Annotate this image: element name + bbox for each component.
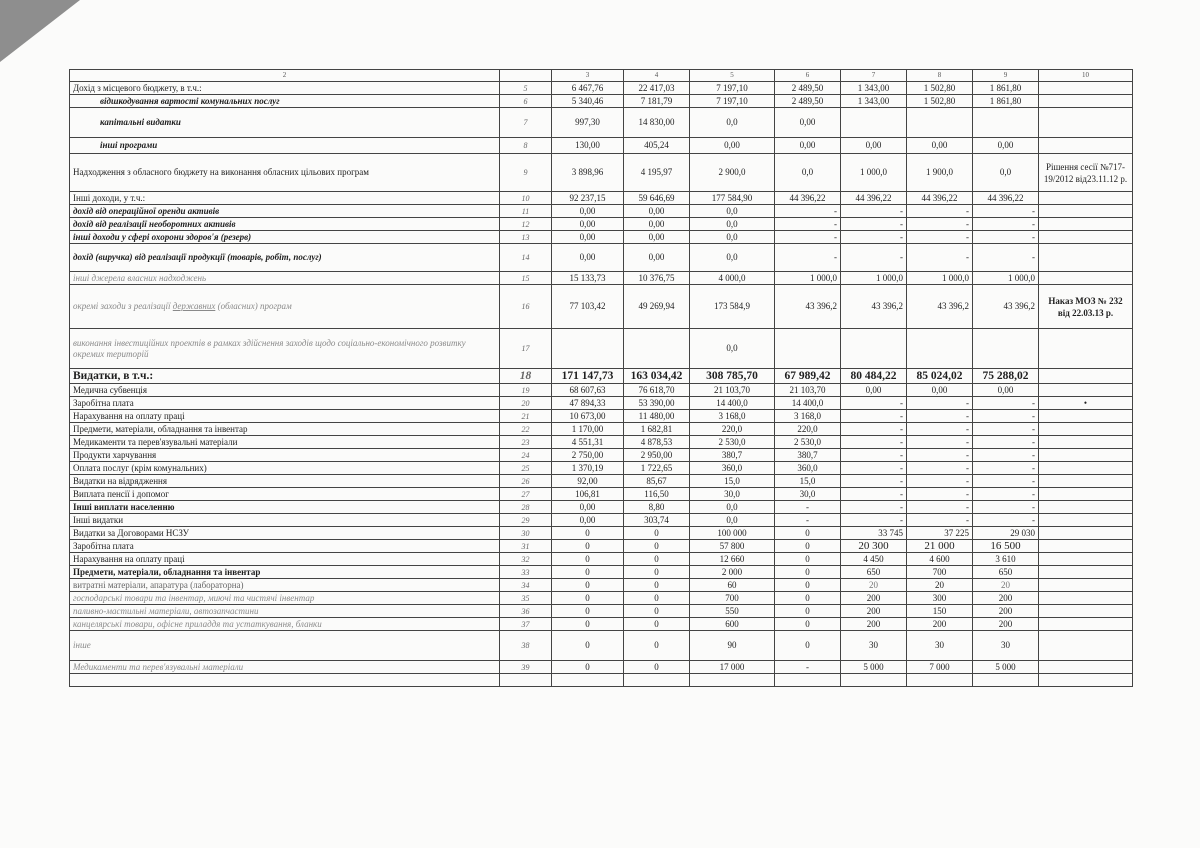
table-row: канцелярські товари, офісне приладдя та устаткування, бланки 37 0 0 600 0 200 200 200 xyxy=(70,618,1133,631)
table-row: виконання інвестиційних проектів в рамках здійснення заходів щодо соціально-економічного розвитку окремих територій 17 0,0 xyxy=(70,329,1133,369)
table-row: інші доходи у сфері охорони здоров'я (резерв) 13 0,00 0,00 0,0 - - - - xyxy=(70,231,1133,244)
col-num-3: 3 xyxy=(552,70,624,82)
table-row: Надходження з обласного бюджету на виконання обласних цільових програм 9 3 898,96 4 195,97 2 900,0 0,0 1 000,0 1 900,0 0,0 Рішення сесії №717-19/2012 від23.11.12 р. xyxy=(70,154,1133,192)
row-label: Видатки на відрядження xyxy=(70,475,500,488)
row-label: дохід від реалізації необоротних активів xyxy=(70,218,500,231)
col-num-4: 4 xyxy=(624,70,690,82)
row-label: Нарахування на оплату праці xyxy=(70,410,500,423)
row-label: капітальні видатки xyxy=(70,108,500,138)
row-label: Інші доходи, у т.ч.: xyxy=(70,192,500,205)
col-num-9: 9 xyxy=(973,70,1039,82)
row-note: Наказ МОЗ № 232 від 22.03.13 р. xyxy=(1039,285,1133,329)
table-row: Предмети, матеріали, обладнання та інвентар 22 1 170,00 1 682,81 220,0 220,0 - - - xyxy=(70,423,1133,436)
table-row: Видатки на відрядження 26 92,00 85,67 15,0 15,0 - - - xyxy=(70,475,1133,488)
table-row: інші програми 8 130,00 405,24 0,00 0,00 0,00 0,00 0,00 xyxy=(70,138,1133,154)
row-label: Нарахування на оплату праці xyxy=(70,553,500,566)
table-row: дохід (виручка) від реалізації продукції (товарів, робіт, послуг) 14 0,00 0,00 0,0 - - - - xyxy=(70,244,1133,272)
column-number-row xyxy=(70,70,1133,82)
table-row: дохід від операційної оренди активів 11 0,00 0,00 0,0 - - - - xyxy=(70,205,1133,218)
table-row: дохід від реалізації необоротних активів 12 0,00 0,00 0,0 - - - - xyxy=(70,218,1133,231)
col-num-1: 2 xyxy=(70,70,500,82)
row-label: Інші виплати населенню xyxy=(70,501,500,514)
col-num-10: 10 xyxy=(1039,70,1133,82)
table-row: Виплата пенсії і допомог 27 106,81 116,50 30,0 30,0 - - - xyxy=(70,488,1133,501)
row-label: інші джерела власних надходжень xyxy=(70,272,500,285)
row-label: господарські товари та інвентар, миючі та чистячі інвентар xyxy=(70,592,500,605)
row-label: Дохід з місцевого бюджету, в т.ч.: xyxy=(70,82,500,95)
row-label xyxy=(70,674,500,687)
row-label: відшкодування вартості комунальних послуг xyxy=(70,95,500,108)
table-row: відшкодування вартості комунальних послуг 6 5 340,46 7 181,79 7 197,10 2 489,50 1 343,00 1 502,80 1 861,80 xyxy=(70,95,1133,108)
table-row: Нарахування на оплату праці 32 0 0 12 660 0 4 450 4 600 3 610 xyxy=(70,553,1133,566)
table-row: окремі заходи з реалізації державних (обласних) програм 16 77 103,42 49 269,94 173 584,9 43 396,2 43 396,2 43 396,2 43 396,2 Наказ МОЗ № 232 від 22.03.13 р. xyxy=(70,285,1133,329)
row-label: Предмети, матеріали, обладнання та інвентар xyxy=(70,566,500,579)
row-label: паливно-мастильні матеріали, автозапчастини xyxy=(70,605,500,618)
table-row: Медикаменти та перев'язувальні матеріали 23 4 551,31 4 878,53 2 530,0 2 530,0 - - - xyxy=(70,436,1133,449)
row-label: Оплата послуг (крім комунальних) xyxy=(70,462,500,475)
row-label: Медикаменти та перев'язувальні матеріали xyxy=(70,661,500,674)
row-label: окремі заходи з реалізації державних (обласних) програм xyxy=(70,285,500,329)
table-row: Медична субвенція 19 68 607,63 76 618,70 21 103,70 21 103,70 0,00 0,00 0,00 xyxy=(70,384,1133,397)
table-row: витратні матеріали, апаратура (лабораторна) 34 0 0 60 0 20 20 20 xyxy=(70,579,1133,592)
table-row: Продукти харчування 24 2 750,00 2 950,00 380,7 380,7 - - - xyxy=(70,449,1133,462)
row-label: інші програми xyxy=(70,138,500,154)
table-row: Видатки, в т.ч.: 18 171 147,73 163 034,42 308 785,70 67 989,42 80 484,22 85 024,02 75 288,02 xyxy=(70,369,1133,384)
row-label: Предмети, матеріали, обладнання та інвентар xyxy=(70,423,500,436)
budget-table xyxy=(69,69,1133,687)
col-num-8: 8 xyxy=(907,70,973,82)
table-row: Видатки за Договорами НСЗУ 30 0 0 100 000 0 33 745 37 225 29 030 xyxy=(70,527,1133,540)
table-row: Інші доходи, у т.ч.: 10 92 237,15 59 646,69 177 584,90 44 396,22 44 396,22 44 396,22 44 396,22 xyxy=(70,192,1133,205)
col-num-7: 7 xyxy=(841,70,907,82)
row-label: Видатки за Договорами НСЗУ xyxy=(70,527,500,540)
row-label: Видатки, в т.ч.: xyxy=(70,369,500,384)
table-row: Заробітна плата 20 47 894,33 53 390,00 14 400,0 14 400,0 - - - • xyxy=(70,397,1133,410)
table-row: Дохід з місцевого бюджету, в т.ч.: 5 6 467,76 22 417,03 7 197,10 2 489,50 1 343,00 1 502,80 1 861,80 xyxy=(70,82,1133,95)
row-label: Надходження з обласного бюджету на виконання обласних цільових програм xyxy=(70,154,500,192)
row-label: Заробітна плата xyxy=(70,397,500,410)
table-row xyxy=(70,674,1133,687)
table-row: інші джерела власних надходжень 15 15 133,73 10 376,75 4 000,0 1 000,0 1 000,0 1 000,0 1 000,0 xyxy=(70,272,1133,285)
row-label: Заробітна плата xyxy=(70,540,500,553)
row-label: інші доходи у сфері охорони здоров'я (резерв) xyxy=(70,231,500,244)
row-label: дохід (виручка) від реалізації продукції (товарів, робіт, послуг) xyxy=(70,244,500,272)
table-row: Інші виплати населенню 28 0,00 8,80 0,0 - - - - xyxy=(70,501,1133,514)
row-note: Рішення сесії №717-19/2012 від23.11.12 р. xyxy=(1039,154,1133,192)
row-label: інше xyxy=(70,631,500,661)
col-num-2 xyxy=(500,70,552,82)
row-label: виконання інвестиційних проектів в рамках здійснення заходів щодо соціально-економічного розвитку окремих територій xyxy=(70,329,500,369)
row-label: Виплата пенсії і допомог xyxy=(70,488,500,501)
table-row: інше 38 0 0 90 0 30 30 30 xyxy=(70,631,1133,661)
col-num-6: 6 xyxy=(775,70,841,82)
table-row: Медикаменти та перев'язувальні матеріали 39 0 0 17 000 - 5 000 7 000 5 000 xyxy=(70,661,1133,674)
table-row: Нарахування на оплату праці 21 10 673,00 11 480,00 3 168,0 3 168,0 - - - xyxy=(70,410,1133,423)
table-row: Заробітна плата 31 0 0 57 800 0 20 300 21 000 16 500 xyxy=(70,540,1133,553)
row-label: Продукти харчування xyxy=(70,449,500,462)
table-row: паливно-мастильні матеріали, автозапчастини 36 0 0 550 0 200 150 200 xyxy=(70,605,1133,618)
table-row: капітальні видатки 7 997,30 14 830,00 0,0 0,00 xyxy=(70,108,1133,138)
table-row: Предмети, матеріали, обладнання та інвентар 33 0 0 2 000 0 650 700 650 xyxy=(70,566,1133,579)
table-row: Інші видатки 29 0,00 303,74 0,0 - - - - xyxy=(70,514,1133,527)
table-row: Оплата послуг (крім комунальних) 25 1 370,19 1 722,65 360,0 360,0 - - - xyxy=(70,462,1133,475)
row-label: канцелярські товари, офісне приладдя та устаткування, бланки xyxy=(70,618,500,631)
row-label: Медична субвенція xyxy=(70,384,500,397)
row-label: витратні матеріали, апаратура (лабораторна) xyxy=(70,579,500,592)
row-label: дохід від операційної оренди активів xyxy=(70,205,500,218)
col-num-5: 5 xyxy=(690,70,775,82)
row-label: Медикаменти та перев'язувальні матеріали xyxy=(70,436,500,449)
table-row: господарські товари та інвентар, миючі та чистячі інвентар 35 0 0 700 0 200 300 200 xyxy=(70,592,1133,605)
row-label: Інші видатки xyxy=(70,514,500,527)
scan-corner-shadow xyxy=(0,0,80,62)
